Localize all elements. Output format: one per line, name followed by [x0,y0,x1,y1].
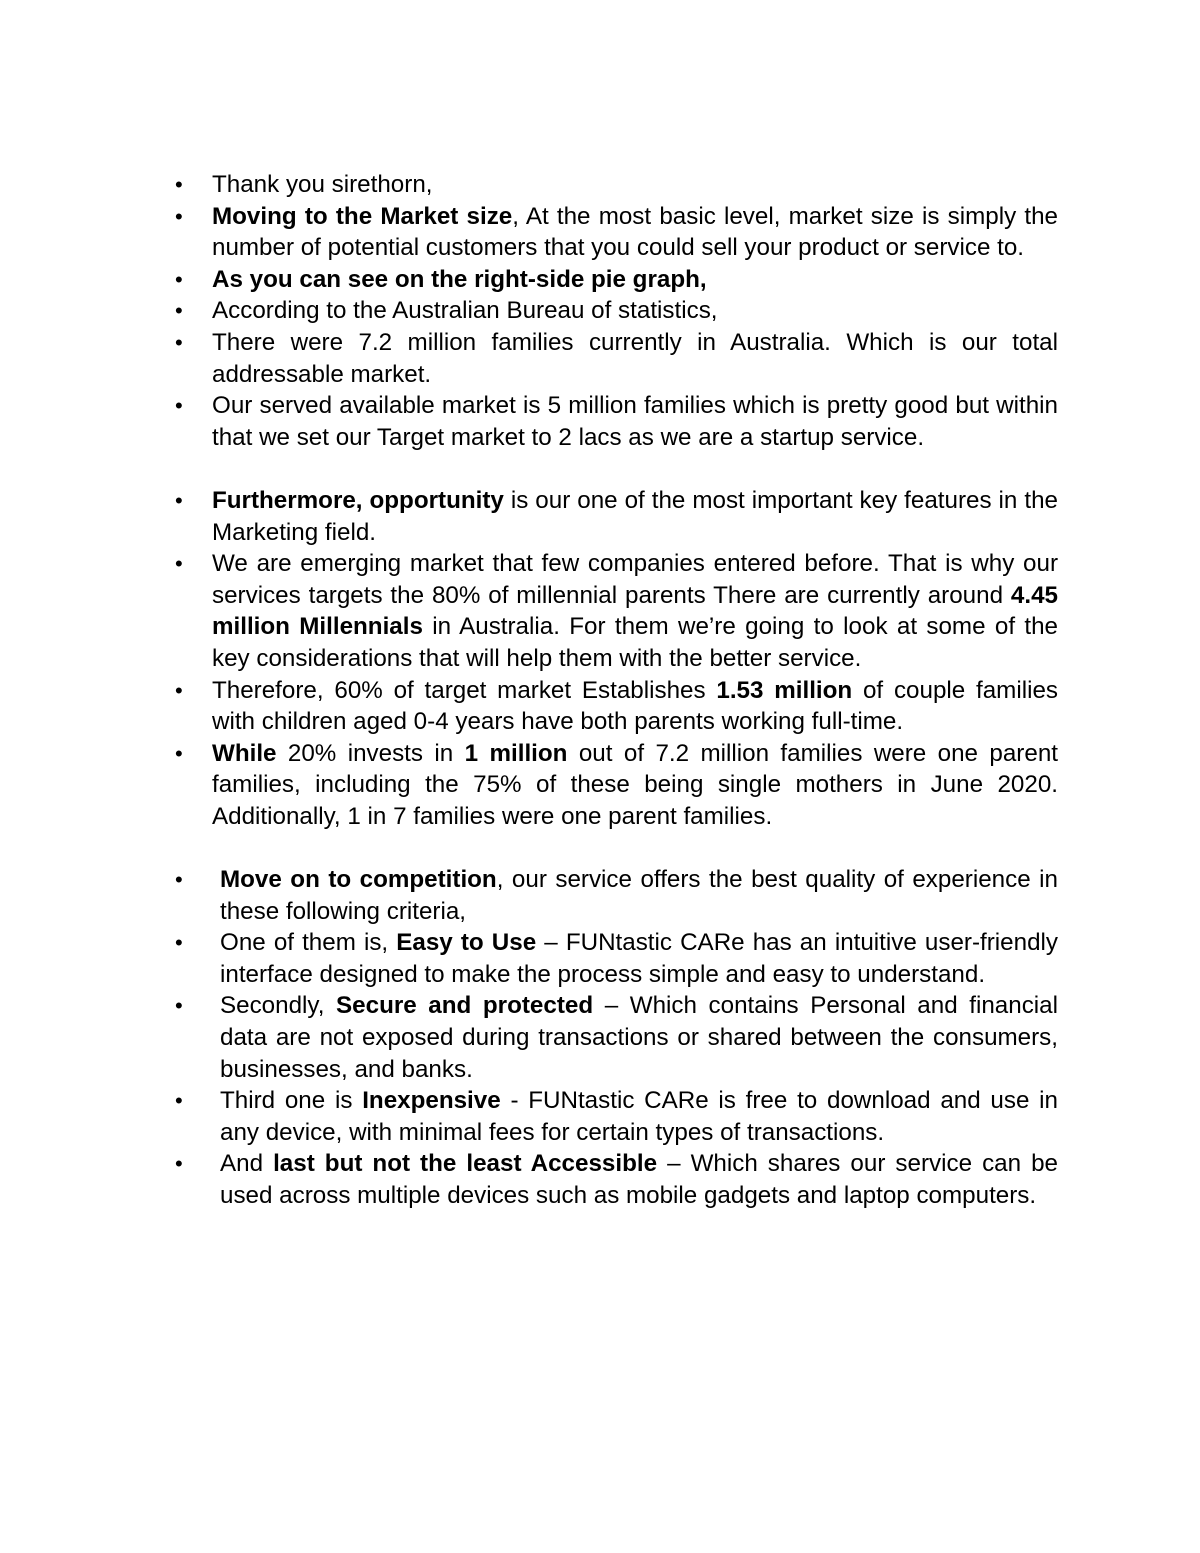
text: According to the Australian Bureau of statistics, [212,297,718,325]
bold-text: last but not the least Accessible [273,1150,658,1178]
text: – Which shares our service can be used across multiple devices such as mobile gadgets and laptop computers. [220,1150,1058,1209]
text: Secondly, [220,992,337,1020]
text: There were 7.2 million families currently in Australia. Which is our total addressable market. [212,328,1058,388]
list-item [170,675,1058,738]
bullet-icon: • [175,993,183,1019]
text: of couple families with children aged 0-4 years have both parents working full-time. [212,676,1058,736]
bullet-icon: • [175,266,183,292]
list-item [170,927,1058,990]
bullet-icon: • [175,203,183,229]
bold-text: As you can see on the right-side pie graph, [212,265,707,293]
list-item [170,548,1058,674]
bold-text: Furthermore, opportunity [212,486,504,514]
list-item [170,169,1058,201]
list-item [170,201,1058,264]
bold-text: While [212,739,277,767]
bold-text: Inexpensive [362,1087,501,1115]
bullet-icon: • [175,1088,183,1114]
list-item [170,864,1058,927]
list-item [170,738,1058,833]
text: We are emerging market that few companies entered before. That is why our services targets the 80% of millennial parents There are currently around [212,550,1058,609]
bullet-icon: • [175,329,183,355]
text: Third one is [220,1087,363,1115]
bold-text: Secure and protected [336,992,594,1020]
text: in Australia. For them we’re going to look at some of the key considerations that will help them with the better service. [212,613,1058,672]
bullet-icon: • [175,740,183,766]
bold-text: 1 million [464,739,568,767]
bold-text: Easy to Use [396,929,537,957]
text: – Which contains Personal and financial data are not exposed during transactions or shared between the consumers, businesses, and banks. [220,992,1058,1083]
list-item [170,390,1058,453]
list-item [170,485,1058,548]
bold-text: Moving to the Market size [212,202,513,230]
text: , At the most basic level, market size is simply the number of potential customers that you could sell your product or service to. [212,202,1059,262]
bullet-icon: • [175,867,183,893]
list-item [170,990,1058,1085]
bullet-icon: • [175,487,183,513]
list-item [170,1148,1058,1211]
text: Therefore, 60% of target market Establishes [212,676,717,704]
bullet-icon: • [175,298,183,324]
text: out of 7.2 million families were one parent families, including the 75% of these being single mothers in June 2020. Additionally, 1 in 7 families were one parent families. [212,739,1058,830]
text: Thank you sirethorn, [212,171,433,198]
text: – FUNtastic CARe has an intuitive user-friendly interface designed to make the process simple and easy to understand. [220,929,1059,988]
bullet-icon: • [175,393,183,419]
text: One of them is, [220,929,397,957]
bullet-icon: • [175,551,183,577]
list-item [170,1085,1058,1148]
list-item [170,264,1058,296]
bullet-icon: • [175,930,183,956]
bullet-icon: • [175,677,183,703]
text: , our service offers the best quality of experience in these following criteria, [220,866,1058,925]
list-item [170,295,1058,327]
list-item [170,327,1058,390]
bold-text: 4.45 million Millennials [212,581,1058,641]
bold-text: 1.53 million [716,676,853,704]
bullet-list [170,169,1058,1212]
text: - FUNtastic CARe is free to download and use in any device, with minimal fees for certain types of transactions. [220,1087,1058,1146]
bold-text: Move on to competition [220,866,497,894]
text: And [220,1150,274,1178]
bullet-icon: • [175,1151,183,1177]
text: Our served available market is 5 million families which is pretty good but within that we set our Target market to 2 lacs as we are a startup service. [212,392,1058,451]
text: is our one of the most important key features in the Marketing field. [212,486,1058,546]
bullet-icon: • [175,172,183,197]
text: 20% invests in [276,739,465,767]
